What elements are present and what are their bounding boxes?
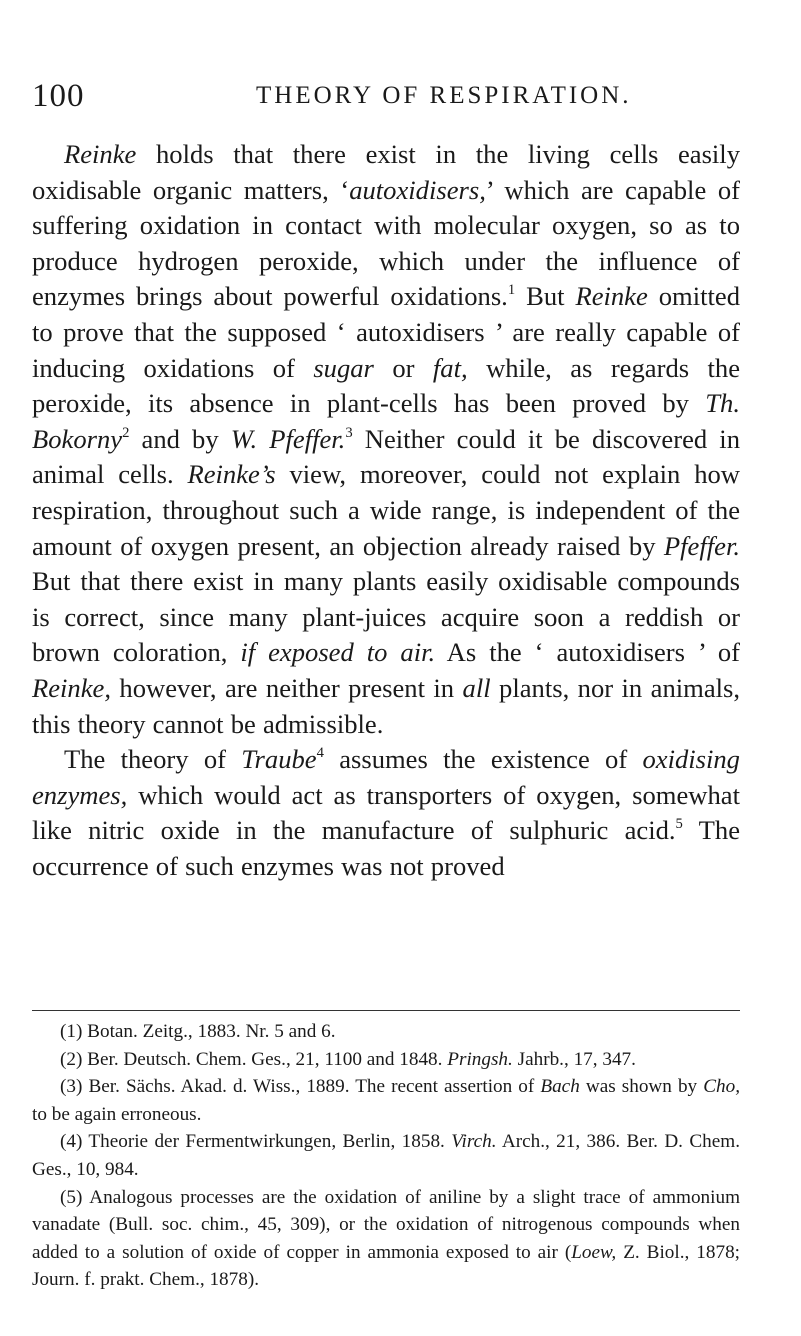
footnote-text: was shown by [579,1076,704,1098]
footnote-italic: Bach [540,1076,580,1098]
footnote-rule [32,1010,740,1011]
text-run: But that there exist in many plants easily oxidisable compounds is correct, since many plant-juices acquire soon a reddish or brown coloration, [32,566,740,668]
text-run: Neither could it be discovered in animal cells. [32,423,740,490]
footnote-text: Ber. Deutsch. Chem. Ges., 21, 1100 and 1848. [82,1048,448,1070]
footnote-text: Ber. Sächs. Akad. d. Wiss., 1889. The recent assertion of [82,1076,541,1098]
paragraph-1 [32,137,740,742]
text-run: But [515,281,576,312]
text-run: holds that there exist in the living cells easily oxidisable organic matters, ‘ [32,139,740,205]
author-name: Reinke [64,139,137,169]
footnotes [32,1018,740,1294]
footnote-text: Analogous processes are the oxidation of aniline by a slight trace of ammonium vanadate (Bull. soc. chim., 45, 309), or the oxidation of nitrogenous compounds when added to a solution of oxide of copper in ammonia exposed to air ( [32,1186,740,1263]
paragraph-2 [32,742,740,884]
text-run: The theory of [64,744,242,775]
footnote-ref: 3 [345,424,353,441]
italic-term: oxidising enzymes, [32,744,740,810]
text-run: view, moreover, could not explain how respiration, throughout such a wide range, is independent of the amount of oxygen present, an objection already raised by [32,459,741,561]
footnote-italic: Loew, [571,1241,617,1263]
footnote-5 [32,1184,740,1294]
footnote-ref: 5 [675,816,683,833]
text-run: which would act as transporters of oxygen, somewhat like nitric oxide in the manufacture of sulphuric acid. [32,779,740,846]
footnote-text: Arch., 21, 386. Ber. D. Chem. Ges., 10, 984. [32,1131,740,1180]
footnote-ref: 4 [316,745,324,762]
author-name: Reinke, [32,672,111,703]
footnote-number: (5) [60,1186,83,1208]
footnote-text: Jahrb., 17, 347. [512,1048,636,1070]
body-text [32,137,740,884]
text-run: As the ‘ autoxidisers ’ of [435,637,740,668]
italic-term: if exposed to air. [240,637,436,668]
footnote-3 [32,1073,740,1128]
footnote-text: to be again erroneous. [32,1103,202,1125]
text-run: omitted to prove that the supposed ‘ autoxidisers ’ are really capable of inducing oxidations of [32,281,740,383]
text-run: and by [129,423,231,454]
author-name: Pfeffer. [663,530,740,561]
footnote-text: Botan. Zeitg., 1883. Nr. 5 and 6. [82,1021,336,1042]
footnote-ref: 1 [507,282,516,299]
text-run: while, as regards the peroxide, its absence in plant-cells has been proved by [32,352,741,419]
author-name: W. Pfeffer. [230,423,346,454]
author-name: Th. Bokorny [32,388,740,454]
text-run: plants, nor in animals, this theory cannot be admissible. [32,672,741,739]
footnote-4 [32,1128,740,1183]
footnote-2 [32,1046,740,1074]
footnote-number: (1) [60,1021,83,1042]
page-header [32,78,741,118]
footnote-number: (3) [60,1076,83,1098]
text-run: ’ which are capable of suffering oxidation in contact with molecular oxygen, so as to produce hydrogen peroxide, which under the influence of enzymes brings about powerful oxidations. [32,174,741,312]
footnote-1 [32,1018,740,1046]
footnote-number: (2) [60,1048,83,1070]
italic-term: sugar [313,352,374,383]
author-name: Traube [241,744,317,775]
page-number: 100 [32,78,85,114]
italic-term: all [462,672,491,703]
author-name: Reinke [575,281,648,312]
italic-term: fat, [432,352,468,383]
footnote-italic: Cho, [703,1076,740,1098]
text-run: The occurrence of such enzymes was not proved [32,815,740,881]
footnote-ref: 2 [122,424,130,441]
footnote-text: Theorie der Fermentwirkungen, Berlin, 1858. [82,1131,452,1153]
text-run: assumes the existence of [323,744,643,775]
footnote-italic: Pringsh. [447,1048,513,1070]
running-head: THEORY OF RESPIRATION. [256,82,632,109]
italic-term: autoxidisers, [349,174,486,205]
author-name: Reinke’s [187,459,276,490]
footnote-italic: Virch. [451,1131,497,1153]
footnote-text: Z. Biol., 1878; Journ. f. prakt. Chem., 1878). [32,1241,741,1291]
text-run: or [373,352,433,383]
text-run: however, are neither present in [111,672,463,703]
footnote-number: (4) [60,1131,83,1153]
